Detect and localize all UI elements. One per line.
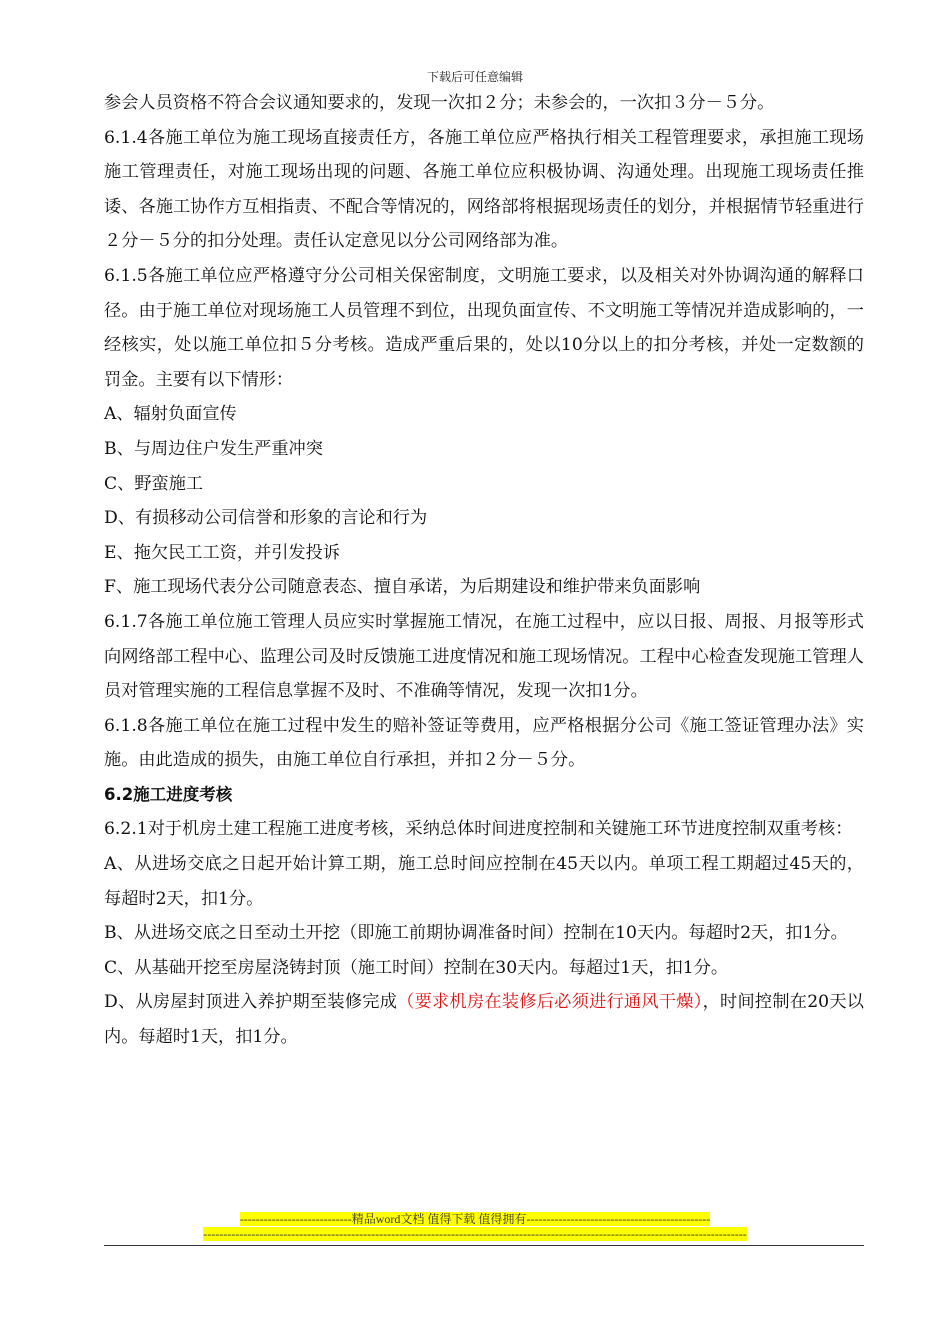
paragraph-meeting-penalty: 参会人员资格不符合会议通知要求的，发现一次扣２分；未参会的，一次扣３分－５分。 <box>104 93 775 113</box>
schedule-item-a: A、从进场交底之日起开始计算工期，施工总时间应控制在45天以内。单项工程工期超过45天的，每超时2天，扣1分。 <box>104 854 864 909</box>
document-body <box>104 86 864 1055</box>
schedule-item-d-text: D、从房屋封顶进入养护期至装修完成 <box>104 992 398 1013</box>
footer-divider <box>104 1245 864 1246</box>
schedule-item-d-text-end: ，时间控制在20天以内。每超时1天，扣1分。 <box>104 992 864 1048</box>
section-heading-6-2: 6.2施工进度考核 <box>104 784 233 804</box>
list-item-c: C、野蛮施工 <box>104 473 204 494</box>
footer-banner <box>0 1212 950 1227</box>
list-item-f: F、施工现场代表分公司随意表态、擅自承诺，为后期建设和维护带来负面影响 <box>104 577 701 598</box>
schedule-item-c: C、从基础开挖至房屋浇铸封顶（施工时间）控制在30天内。每超过1天，扣1分。 <box>104 957 729 978</box>
page-footer <box>0 1212 950 1242</box>
list-item-d: D、有损移动公司信誉和形象的言论和行为 <box>104 508 428 529</box>
paragraph-6-2-1: 6.2.1对于机房土建工程施工进度考核，采纳总体时间进度控制和关键施工环节进度控制双重考核： <box>104 819 853 840</box>
footer-banner-text: ----------------------------精品word文档 值得下载 值得拥有---------------------------------------------- <box>239 1212 711 1226</box>
paragraph-6-1-5: 6.1.5各施工单位应严格遵守分公司相关保密制度，文明施工要求，以及相关对外协调沟通的解释口径。由于施工单位对现场施工人员管理不到位，出现负面宣传、不文明施工等情况并造成影响的，一经核实，处以施工单位扣５分考核。造成严重后果的，处以10分以上的扣分考核，并处一定数额的罚金。主要有以下情形： <box>104 265 864 390</box>
list-item-e: E、拖欠民工工资，并引发投诉 <box>104 542 340 563</box>
footer-dashes <box>0 1227 950 1242</box>
footer-dashes-text: ---------------------------------------------------------------------------------------------------------------------------------------- <box>203 1227 747 1241</box>
schedule-item-b: B、从进场交底之日至动土开挖（即施工前期协调准备时间）控制在10天内。每超时2天，扣1分。 <box>104 923 848 944</box>
page-header: 下载后可任意编辑 <box>426 70 523 84</box>
list-item-b: B、与周边住户发生严重冲突 <box>104 438 323 459</box>
schedule-item-d <box>104 985 864 1054</box>
list-item-a: A、辐射负面宣传 <box>104 404 237 425</box>
paragraph-6-1-7: 6.1.7各施工单位施工管理人员应实时掌握施工情况，在施工过程中，应以日报、周报、月报等形式向网络部工程中心、监理公司及时反馈施工进度情况和施工现场情况。工程中心检查发现施工管理人员对管理实施的工程信息掌握不及时、不准确等情况，发现一次扣1分。 <box>104 611 864 702</box>
paragraph-6-1-4: 6.1.4各施工单位为施工现场直接责任方，各施工单位应严格执行相关工程管理要求，承担施工现场施工管理责任，对施工现场出现的问题、各施工单位应积极协调、沟通处理。出现施工现场责任推诿、各施工协作方互相指责、不配合等情况的，网络部将根据现场责任的划分，并根据情节轻重进行２分－５分的扣分处理。责任认定意见以分公司网络部为准。 <box>104 127 864 252</box>
schedule-item-d-note: （要求机房在装修后必须进行通风干燥） <box>397 992 703 1013</box>
paragraph-6-1-8: 6.1.8各施工单位在施工过程中发生的赔补签证等费用，应严格根据分公司《施工签证管理办法》实施。由此造成的损失，由施工单位自行承担，并扣２分－５分。 <box>104 715 864 771</box>
